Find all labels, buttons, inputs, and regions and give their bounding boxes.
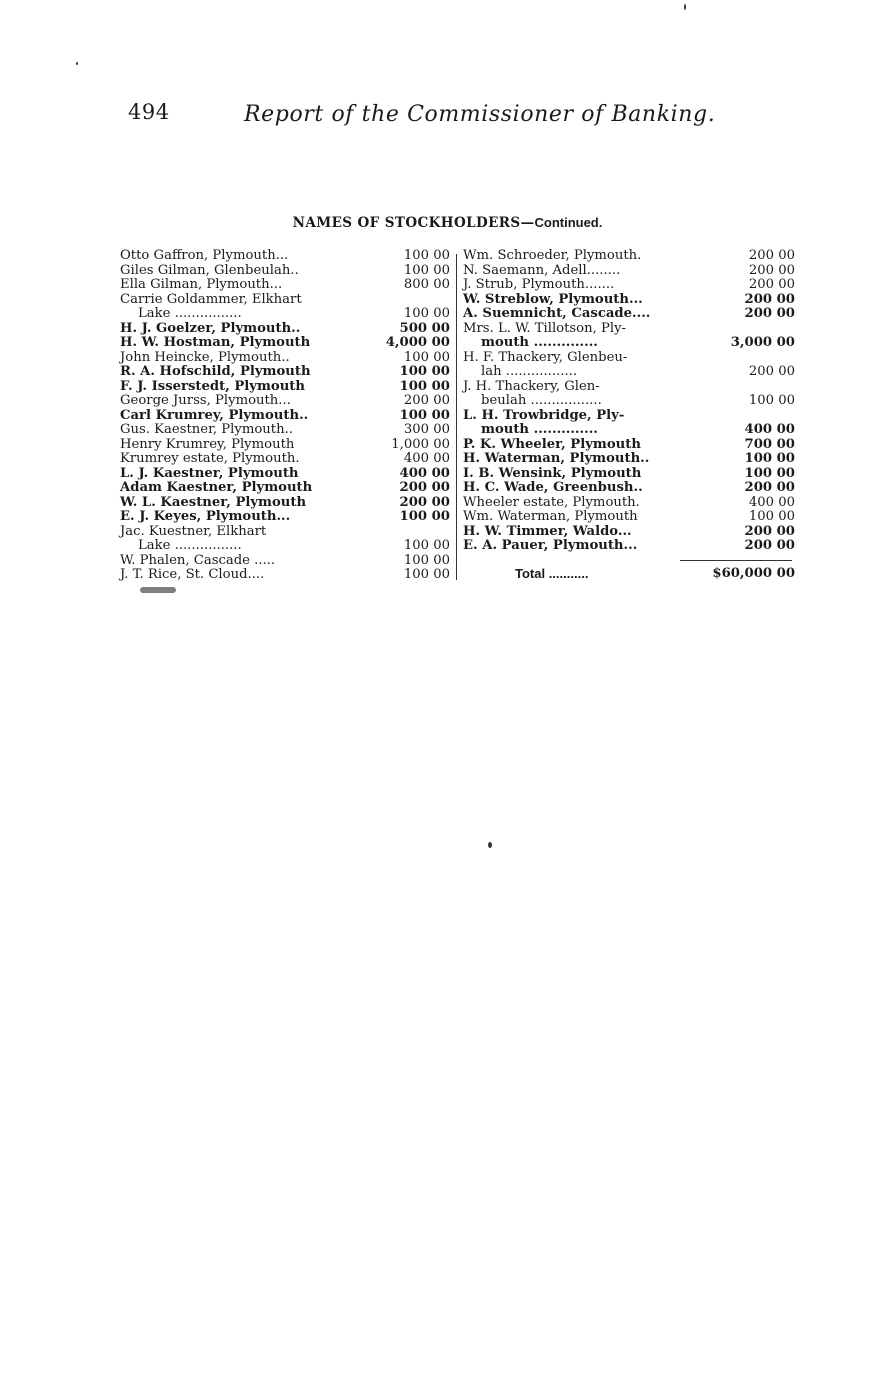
stockholder-amount: 100 00 — [399, 407, 450, 423]
stockholder-amount: 100 00 — [399, 364, 450, 379]
stockholder-amount: 400 00 — [748, 494, 795, 510]
stockholder-name: I. B. Wensink, Plymouth — [463, 465, 642, 481]
stockholder-amount: 200 00 — [748, 248, 795, 263]
stockholder-row — [120, 568, 450, 583]
stockholder-row — [463, 351, 795, 366]
stockholder-row — [463, 496, 795, 511]
stray-mark — [684, 4, 686, 10]
stockholder-amount: 400 00 — [399, 465, 450, 481]
stockholder-name: H. W. Hostman, Plymouth — [120, 335, 311, 350]
stockholder-row — [463, 452, 795, 467]
stockholder-amount: 100 00 — [744, 451, 795, 466]
stockholder-amount: 100 00 — [403, 567, 450, 582]
stockholder-amount: 3,000 00 — [730, 335, 795, 350]
stockholder-amount: 700 00 — [744, 436, 795, 452]
stockholder-name: Henry Krumrey, Plymouth — [120, 436, 295, 452]
stockholder-name: J. T. Rice, St. Cloud.... — [120, 567, 265, 582]
stockholder-row — [120, 452, 450, 467]
stockholder-row — [120, 539, 450, 554]
stockholder-name: mouth .............. — [481, 335, 598, 350]
stockholder-name: Wheeler estate, Plymouth. — [463, 494, 640, 510]
stockholder-name: Carrie Goldammer, Elkhart — [120, 291, 302, 307]
stockholder-name: Mrs. L. W. Tillotson, Ply- — [463, 320, 626, 336]
stockholders-left-column — [120, 249, 450, 583]
stockholder-amount: 200 00 — [748, 277, 795, 292]
stockholder-name: L. J. Kaestner, Plymouth — [120, 465, 299, 481]
stockholder-amount: 200 00 — [744, 538, 795, 553]
stockholder-name: J. Strub, Plymouth....... — [463, 277, 615, 292]
stockholder-name: H. F. Thackery, Glenbeu- — [463, 349, 628, 365]
stockholder-name: Wm. Waterman, Plymouth — [463, 509, 638, 524]
section-heading — [0, 215, 895, 231]
stockholder-name: W. L. Kaestner, Plymouth — [120, 494, 307, 510]
stockholder-row — [120, 380, 450, 395]
stockholder-amount: 100 00 — [403, 306, 450, 321]
stockholder-row — [463, 539, 795, 554]
stockholder-name: N. Saemann, Adell........ — [463, 262, 621, 278]
stockholder-row — [120, 438, 450, 453]
stockholder-name: H. W. Timmer, Waldo... — [463, 523, 632, 539]
stockholder-name: E. J. Keyes, Plymouth... — [120, 509, 291, 524]
stray-mark — [488, 842, 492, 848]
total-rule — [680, 560, 792, 561]
stockholder-name: Krumrey estate, Plymouth. — [120, 451, 300, 466]
stockholder-row — [463, 293, 795, 308]
stockholder-name: Adam Kaestner, Plymouth — [120, 480, 313, 495]
stockholder-name: Carl Krumrey, Plymouth.. — [120, 407, 309, 423]
stockholder-name: R. A. Hofschild, Plymouth — [120, 364, 311, 379]
stockholders-right-column — [463, 249, 795, 582]
stockholder-name: George Jurss, Plymouth... — [120, 393, 291, 408]
stockholder-row — [463, 409, 795, 424]
stockholder-row — [463, 438, 795, 453]
section-heading-text: NAMES OF STOCKHOLDERS— — [292, 215, 535, 231]
stockholder-amount: 400 00 — [403, 451, 450, 466]
stockholder-name: H. Waterman, Plymouth.. — [463, 451, 650, 466]
total-amount: $60,000 00 — [712, 565, 795, 581]
stockholder-row — [120, 264, 450, 279]
stockholder-row — [463, 525, 795, 540]
stockholder-row — [463, 307, 795, 322]
stockholder-amount: 100 00 — [403, 349, 450, 365]
stockholder-amount: 100 00 — [403, 248, 450, 263]
stockholder-amount: 500 00 — [399, 320, 450, 336]
stockholder-row — [120, 365, 450, 380]
stockholder-amount: 4,000 00 — [385, 335, 450, 350]
stockholder-row — [120, 423, 450, 438]
stray-mark — [76, 62, 78, 65]
stockholder-name: W. Streblow, Plymouth... — [463, 291, 643, 307]
stockholder-name: mouth .............. — [481, 422, 598, 437]
stockholder-row — [120, 554, 450, 569]
stockholder-row — [120, 307, 450, 322]
stockholder-amount: 100 00 — [403, 262, 450, 278]
stockholder-row — [463, 336, 795, 351]
stockholder-amount: 200 00 — [744, 291, 795, 307]
stockholder-amount: 100 00 — [399, 378, 450, 394]
stockholder-name: Gus. Kaestner, Plymouth.. — [120, 422, 293, 437]
stockholder-name: H. C. Wade, Greenbush.. — [463, 480, 643, 495]
total-row — [463, 566, 795, 582]
stockholder-row — [463, 365, 795, 380]
stockholder-name: Ella Gilman, Plymouth... — [120, 277, 283, 292]
stockholder-name: H. J. Goelzer, Plymouth.. — [120, 320, 301, 336]
stockholder-row — [120, 293, 450, 308]
stockholder-name: John Heincke, Plymouth.. — [120, 349, 290, 365]
stockholder-row — [463, 380, 795, 395]
stockholder-row — [120, 481, 450, 496]
stockholder-name: beulah ................. — [481, 393, 602, 408]
stockholder-row — [120, 467, 450, 482]
stockholder-name: Lake ................ — [138, 538, 242, 553]
stockholder-amount: 100 00 — [748, 509, 795, 524]
stockholder-amount: 200 00 — [744, 480, 795, 495]
stockholder-amount: 100 00 — [744, 465, 795, 481]
stockholder-row — [463, 481, 795, 496]
stockholder-name: Otto Gaffron, Plymouth... — [120, 248, 289, 263]
stockholder-name: Giles Gilman, Glenbeulah.. — [120, 262, 299, 278]
stockholder-row — [120, 322, 450, 337]
stockholder-amount: 400 00 — [744, 422, 795, 437]
stockholder-row — [463, 510, 795, 525]
stockholder-amount: 200 00 — [748, 364, 795, 379]
stockholder-amount: 100 00 — [403, 538, 450, 553]
stockholder-amount: 200 00 — [403, 393, 450, 408]
section-heading-continued: Continued. — [534, 215, 603, 230]
stockholder-row — [463, 394, 795, 409]
stockholder-amount: 800 00 — [403, 277, 450, 292]
stockholder-row — [120, 336, 450, 351]
stockholder-row — [120, 510, 450, 525]
running-head-title: Report of the Commissioner of Banking. — [244, 102, 716, 127]
stockholder-amount: 100 00 — [403, 552, 450, 568]
stockholder-row — [120, 394, 450, 409]
ink-smudge — [140, 587, 176, 593]
stockholder-amount: 1,000 00 — [391, 436, 450, 452]
stockholder-amount: 100 00 — [399, 509, 450, 524]
stockholder-name: F. J. Isserstedt, Plymouth — [120, 378, 305, 394]
stockholder-name: E. A. Pauer, Plymouth... — [463, 538, 638, 553]
stockholder-row — [463, 249, 795, 264]
stockholder-name: Jac. Kuestner, Elkhart — [120, 523, 267, 539]
stockholder-name: Lake ................ — [138, 306, 242, 321]
stockholder-name: J. H. Thackery, Glen- — [463, 378, 600, 394]
page-number: 494 — [128, 100, 170, 124]
stockholder-name: Wm. Schroeder, Plymouth. — [463, 248, 642, 263]
stockholder-row — [120, 351, 450, 366]
stockholder-name: P. K. Wheeler, Plymouth — [463, 436, 641, 452]
stockholder-amount: 200 00 — [744, 523, 795, 539]
stockholder-amount: 200 00 — [399, 494, 450, 510]
stockholder-name: A. Suemnicht, Cascade.... — [463, 306, 651, 321]
stockholder-row — [120, 249, 450, 264]
stockholder-row — [463, 322, 795, 337]
stockholder-amount: 200 00 — [399, 480, 450, 495]
stockholder-row — [463, 423, 795, 438]
stockholder-row — [120, 496, 450, 511]
stockholder-row — [120, 525, 450, 540]
stockholder-amount: 200 00 — [748, 262, 795, 278]
stockholder-row — [463, 264, 795, 279]
stockholder-row — [463, 467, 795, 482]
stockholder-row — [120, 409, 450, 424]
stockholder-name: lah ................. — [481, 364, 578, 379]
total-label: Total ........... — [515, 565, 589, 581]
stockholder-name: W. Phalen, Cascade ..... — [120, 552, 276, 568]
stockholder-name: L. H. Trowbridge, Ply- — [463, 407, 625, 423]
stockholder-row — [463, 278, 795, 293]
stockholder-row — [120, 278, 450, 293]
stockholder-amount: 200 00 — [744, 306, 795, 321]
column-divider — [456, 254, 457, 580]
stockholder-amount: 100 00 — [748, 393, 795, 408]
stockholder-amount: 300 00 — [403, 422, 450, 437]
